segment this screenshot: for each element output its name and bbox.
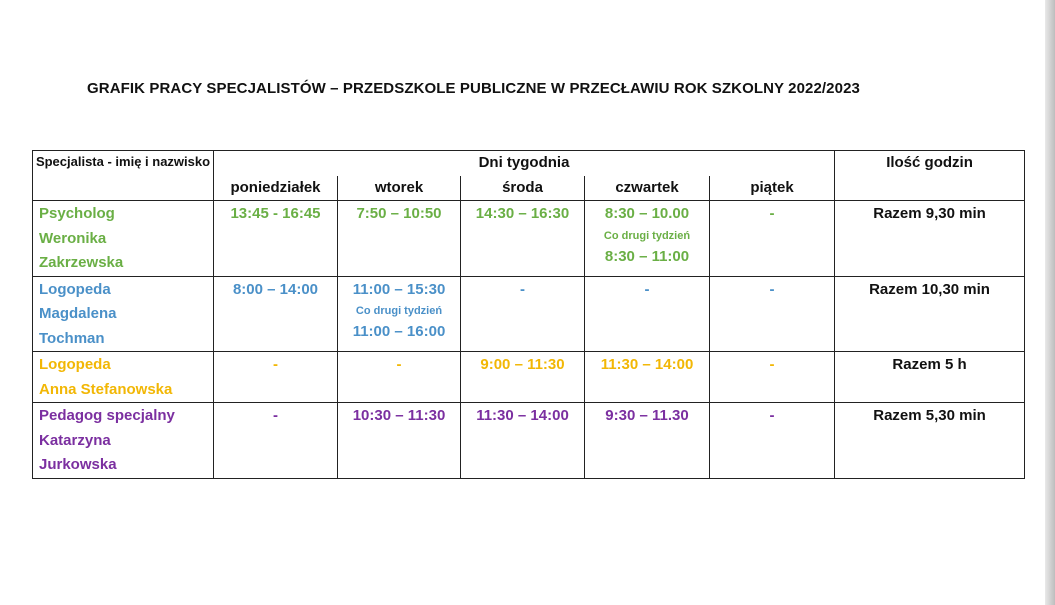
cell-mon: 13:45 - 16:45 — [214, 201, 338, 277]
specialist-name: Psycholog Weronika Zakrzewska — [33, 201, 214, 277]
header-day-thu: czwartek — [585, 176, 710, 201]
cell-tue: 10:30 – 11:30 — [338, 403, 461, 479]
table-row-logopeda-stefanowska — [33, 352, 1025, 403]
cell-total: Razem 10,30 min — [835, 276, 1025, 352]
header-row-top — [33, 151, 1025, 176]
specialist-name: Logopeda Anna Stefanowska — [33, 352, 214, 403]
header-day-fri: piątek — [710, 176, 835, 201]
cell-total: Razem 5 h — [835, 352, 1025, 403]
header-day-mon: poniedziałek — [214, 176, 338, 201]
cell-mon: 8:00 – 14:00 — [214, 276, 338, 352]
cell-total: Razem 5,30 min — [835, 403, 1025, 479]
cell-tue: - — [338, 352, 461, 403]
cell-tue: 7:50 – 10:50 — [338, 201, 461, 277]
cell-thu: 8:30 – 10.00 Co drugi tydzień 8:30 – 11:00 — [585, 201, 710, 277]
header-hours: Ilość godzin — [835, 151, 1025, 201]
table-row-psycholog — [33, 201, 1025, 277]
alternate-week-note: Co drugi tydzień — [603, 229, 691, 242]
page-title: GRAFIK PRACY SPECJALISTÓW – PRZEDSZKOLE PUBLICZNE W PRZECŁAWIU ROK SZKOLNY 2022/2023 — [87, 80, 860, 97]
cell-fri: - — [710, 352, 835, 403]
page-edge-shadow — [1045, 0, 1055, 605]
cell-thu: 11:30 – 14:00 — [585, 352, 710, 403]
cell-wed: - — [461, 276, 585, 352]
cell-mon: - — [214, 403, 338, 479]
specialist-name: Pedagog specjalny Katarzyna Jurkowska — [33, 403, 214, 479]
table-row-pedagog — [33, 403, 1025, 479]
cell-thu: - — [585, 276, 710, 352]
header-day-tue: wtorek — [338, 176, 461, 201]
schedule-table — [32, 150, 1025, 479]
cell-fri: - — [710, 403, 835, 479]
header-specialist: Specjalista - imię i nazwisko — [33, 151, 214, 201]
header-days: Dni tygodnia — [214, 151, 835, 176]
cell-tue: 11:00 – 15:30 Co drugi tydzień 11:00 – 16:00 — [338, 276, 461, 352]
cell-total: Razem 9,30 min — [835, 201, 1025, 277]
header-day-wed: środa — [461, 176, 585, 201]
table-row-logopeda-tochman — [33, 276, 1025, 352]
specialist-name: Logopeda Magdalena Tochman — [33, 276, 214, 352]
cell-wed: 11:30 – 14:00 — [461, 403, 585, 479]
cell-wed: 9:00 – 11:30 — [461, 352, 585, 403]
alternate-week-note: Co drugi tydzień — [355, 305, 443, 317]
cell-fri: - — [710, 276, 835, 352]
cell-fri: - — [710, 201, 835, 277]
cell-thu: 9:30 – 11.30 — [585, 403, 710, 479]
cell-mon: - — [214, 352, 338, 403]
cell-wed: 14:30 – 16:30 — [461, 201, 585, 277]
